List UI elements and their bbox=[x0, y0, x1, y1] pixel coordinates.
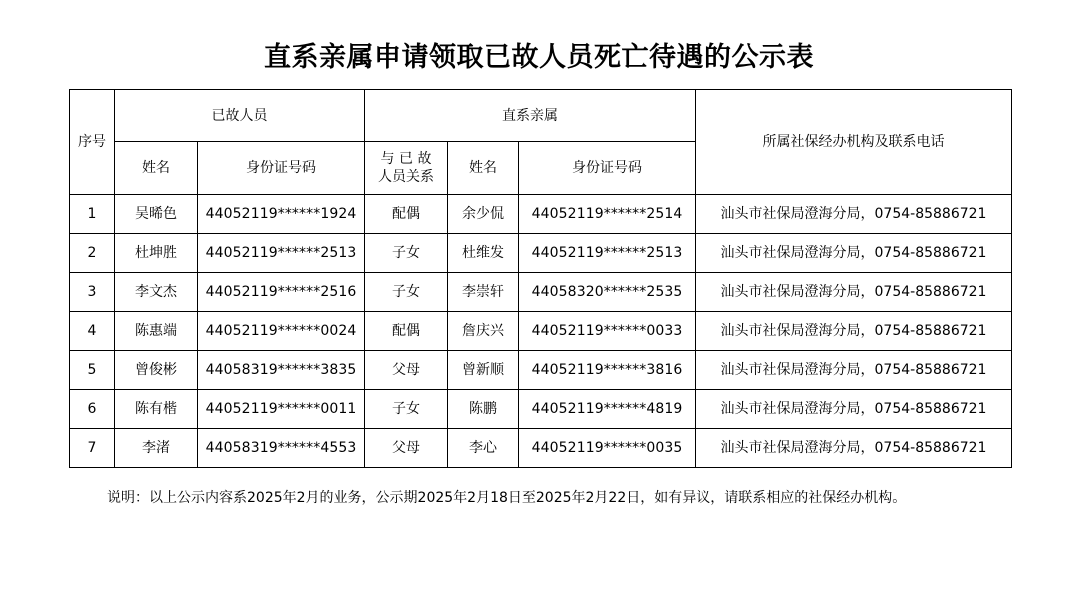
cell-seq: 4 bbox=[70, 312, 115, 351]
cell-relative-id: 44052119******2514 bbox=[519, 195, 696, 234]
cell-relative-name: 李心 bbox=[448, 429, 519, 468]
cell-deceased-id: 44058319******4553 bbox=[198, 429, 365, 468]
cell-relation: 配偶 bbox=[365, 195, 448, 234]
header-deceased-group: 已故人员 bbox=[115, 90, 365, 142]
cell-agency: 汕头市社保局澄海分局，0754-85886721 bbox=[696, 312, 1012, 351]
table-row bbox=[70, 234, 1012, 273]
header-relative-name: 姓名 bbox=[448, 142, 519, 195]
cell-relative-id: 44052119******0035 bbox=[519, 429, 696, 468]
cell-deceased-id: 44052119******2513 bbox=[198, 234, 365, 273]
cell-deceased-id: 44052119******0024 bbox=[198, 312, 365, 351]
cell-relative-id: 44052119******3816 bbox=[519, 351, 696, 390]
cell-deceased-name: 李渚 bbox=[115, 429, 198, 468]
table-row bbox=[70, 390, 1012, 429]
cell-relative-name: 曾新顺 bbox=[448, 351, 519, 390]
table-row bbox=[70, 312, 1012, 351]
notice-table bbox=[69, 89, 1012, 468]
cell-seq: 2 bbox=[70, 234, 115, 273]
cell-agency: 汕头市社保局澄海分局，0754-85886721 bbox=[696, 234, 1012, 273]
cell-relative-name: 李崇轩 bbox=[448, 273, 519, 312]
header-relative-id: 身份证号码 bbox=[519, 142, 696, 195]
cell-relation: 父母 bbox=[365, 351, 448, 390]
cell-seq: 3 bbox=[70, 273, 115, 312]
cell-relative-name: 杜维发 bbox=[448, 234, 519, 273]
cell-relative-name: 詹庆兴 bbox=[448, 312, 519, 351]
cell-seq: 6 bbox=[70, 390, 115, 429]
cell-deceased-name: 李文杰 bbox=[115, 273, 198, 312]
cell-deceased-name: 陈有楷 bbox=[115, 390, 198, 429]
cell-relative-name: 余少侃 bbox=[448, 195, 519, 234]
table-row bbox=[70, 351, 1012, 390]
header-relation-line1: 与 已 故 bbox=[380, 151, 432, 167]
cell-deceased-name: 杜坤胜 bbox=[115, 234, 198, 273]
cell-relation: 子女 bbox=[365, 234, 448, 273]
page-title: 直系亲属申请领取已故人员死亡待遇的公示表 bbox=[264, 42, 814, 73]
cell-relative-id: 44052119******2513 bbox=[519, 234, 696, 273]
footnote: 说明：以上公示内容系2025年2月的业务，公示期2025年2月18日至2025年2月22日，如有异议，请联系相应的社保经办机构。 bbox=[107, 490, 907, 506]
cell-relation: 父母 bbox=[365, 429, 448, 468]
cell-relation: 子女 bbox=[365, 390, 448, 429]
table-row bbox=[70, 429, 1012, 468]
cell-agency: 汕头市社保局澄海分局，0754-85886721 bbox=[696, 390, 1012, 429]
cell-deceased-name: 曾俊彬 bbox=[115, 351, 198, 390]
cell-deceased-id: 44058319******3835 bbox=[198, 351, 365, 390]
cell-agency: 汕头市社保局澄海分局，0754-85886721 bbox=[696, 429, 1012, 468]
cell-seq: 5 bbox=[70, 351, 115, 390]
header-relation bbox=[365, 142, 448, 195]
cell-deceased-id: 44052119******1924 bbox=[198, 195, 365, 234]
header-agency: 所属社保经办机构及联系电话 bbox=[696, 90, 1012, 195]
cell-relation: 配偶 bbox=[365, 312, 448, 351]
cell-deceased-id: 44052119******2516 bbox=[198, 273, 365, 312]
table-row bbox=[70, 273, 1012, 312]
cell-deceased-id: 44052119******0011 bbox=[198, 390, 365, 429]
cell-seq: 1 bbox=[70, 195, 115, 234]
cell-deceased-name: 陈惠端 bbox=[115, 312, 198, 351]
header-deceased-name: 姓名 bbox=[115, 142, 198, 195]
cell-relation: 子女 bbox=[365, 273, 448, 312]
cell-relative-id: 44052119******0033 bbox=[519, 312, 696, 351]
cell-agency: 汕头市社保局澄海分局，0754-85886721 bbox=[696, 351, 1012, 390]
cell-deceased-name: 吴晞色 bbox=[115, 195, 198, 234]
header-relation-line2: 人员关系 bbox=[378, 169, 434, 185]
header-deceased-id: 身份证号码 bbox=[198, 142, 365, 195]
cell-relative-id: 44058320******2535 bbox=[519, 273, 696, 312]
cell-agency: 汕头市社保局澄海分局，0754-85886721 bbox=[696, 195, 1012, 234]
header-seq: 序号 bbox=[70, 90, 115, 195]
table-row bbox=[70, 195, 1012, 234]
header-relative-group: 直系亲属 bbox=[365, 90, 696, 142]
cell-relative-name: 陈鹏 bbox=[448, 390, 519, 429]
cell-agency: 汕头市社保局澄海分局，0754-85886721 bbox=[696, 273, 1012, 312]
cell-seq: 7 bbox=[70, 429, 115, 468]
cell-relative-id: 44052119******4819 bbox=[519, 390, 696, 429]
